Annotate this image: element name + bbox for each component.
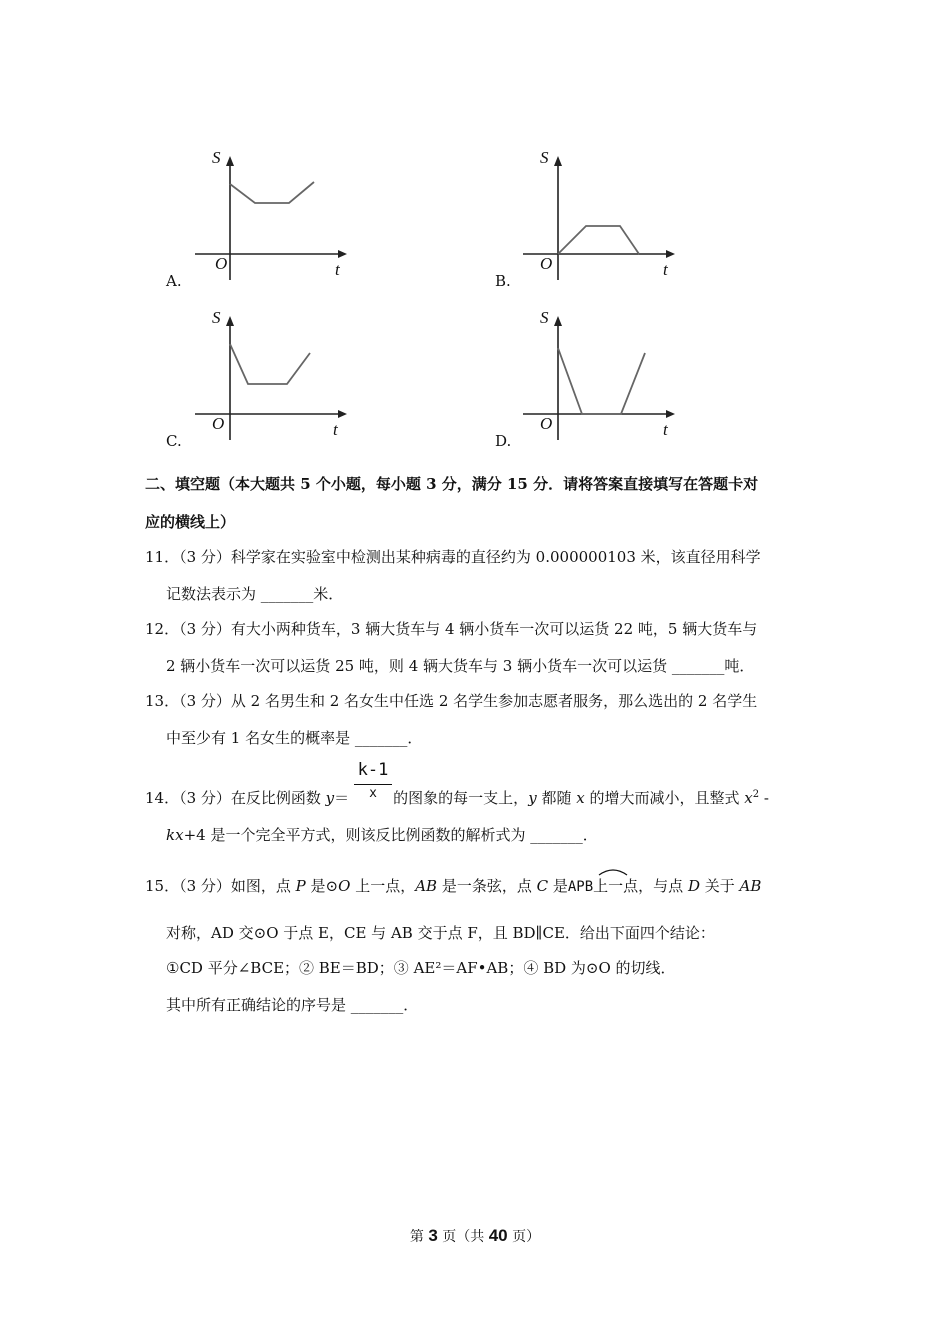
- section-heading-line1: 二、填空题（本大题共 5 个小题，每小题 3 分，满分 15 分．请将答案直接填写在答题卡对: [145, 475, 759, 493]
- q14-line2-rest: +4 是一个完全平方式，则该反比例函数的解析式为 _______．: [183, 826, 598, 844]
- q14-x2: x: [744, 789, 753, 807]
- axis-t-label: t: [663, 420, 668, 439]
- q15-text-c: 上一点，: [350, 877, 416, 895]
- q13-line1: 13．（3 分）从 2 名男生和 2 名女生中任选 2 名学生参加志愿者服务，那么选出的 2 名学生: [145, 692, 758, 710]
- q15-pre: 15．（3 分）如图，点: [145, 877, 296, 895]
- q15-chord-ab: AB: [415, 877, 438, 895]
- axis-s-label: S: [212, 308, 221, 327]
- q15-text-e: 是: [548, 877, 568, 895]
- axis-s-label: S: [540, 308, 549, 327]
- page-footer: [0, 1226, 950, 1246]
- graph-a: [195, 150, 355, 290]
- q14-mid3: 的增大而减小，且整式: [584, 789, 745, 807]
- q14-y2: y: [528, 789, 537, 807]
- q15-chord-ab-2: AB: [739, 877, 762, 895]
- graph-d: [523, 310, 683, 450]
- footer-total-pages: 40: [488, 1226, 508, 1245]
- option-c-label: C.: [166, 432, 182, 450]
- graph-b: [523, 150, 683, 290]
- q15-point-d: D: [687, 877, 700, 895]
- q14-fraction-denominator: x: [369, 786, 377, 801]
- option-a-label: A.: [166, 272, 182, 290]
- q14-fraction-bar: [354, 784, 392, 785]
- q15-text-g: 关于: [699, 877, 740, 895]
- q15-text-d: 是一条弦，点: [437, 877, 537, 895]
- q14-exponent: 2: [752, 789, 760, 800]
- q14-mid: 的图象的每一支上，: [393, 789, 529, 807]
- q14-mid2: 都随: [536, 789, 577, 807]
- q14-line2: [166, 824, 598, 845]
- axis-o-label: O: [212, 414, 225, 433]
- q14-line1: [145, 787, 769, 808]
- q14-eq: ＝: [334, 789, 350, 807]
- footer-page-number: 3: [428, 1226, 438, 1245]
- q15-arc-apb: APB: [567, 879, 594, 895]
- q15-arc-mark: [598, 862, 628, 872]
- q14-dash: -: [759, 789, 769, 807]
- axis-o-label: O: [540, 414, 553, 433]
- q15-line4: 其中所有正确结论的序号是 _______．: [166, 996, 419, 1014]
- q11-line1: 11．（3 分）科学家在实验室中检测出某种病毒的直径约为 0.000000103 米，该直径用科学: [145, 548, 761, 566]
- q14-y: y: [325, 789, 335, 807]
- option-b-label: B.: [495, 272, 511, 290]
- q14-kx: kx: [166, 826, 184, 844]
- q11-line2: 记数法表示为 _______米．: [166, 585, 344, 603]
- footer-post: 页）: [507, 1229, 541, 1245]
- q15-text-f: 上一点，与点: [593, 877, 688, 895]
- q12-line1: 12．（3 分）有大小两种货车，3 辆大货车与 4 辆小货车一次可以运货 22 吨，5 辆大货车与: [145, 620, 758, 638]
- q15-point-c: C: [536, 877, 549, 895]
- q15-line3: ①CD 平分∠BCE；② BE＝BD；③ AE²＝AF•AB；④ BD 为⊙O 的切线．: [166, 959, 676, 977]
- section-heading-line2: 应的横线上）: [145, 513, 236, 531]
- graph-c: [195, 310, 355, 450]
- footer-mid: 页（共: [437, 1229, 489, 1245]
- axis-o-label: O: [215, 254, 228, 273]
- q12-line2: 2 辆小货车一次可以运货 25 吨，则 4 辆大货车与 3 辆小货车一次可以运货 _______吨．: [166, 657, 755, 675]
- q14-pre: 14．（3 分）在反比例函数: [145, 789, 326, 807]
- q14-fraction-numerator: k-1: [357, 760, 389, 780]
- axis-o-label: O: [540, 254, 553, 273]
- q14-x: x: [576, 789, 585, 807]
- q15-circle-o: O: [338, 877, 351, 895]
- option-d-label: D.: [495, 432, 512, 450]
- axis-t-label: t: [333, 420, 338, 439]
- axis-t-label: t: [335, 260, 340, 279]
- q15-text-b: 是⊙: [305, 877, 339, 895]
- q15-point-p: P: [295, 877, 306, 895]
- q13-line2: 中至少有 1 名女生的概率是 _______．: [166, 729, 423, 747]
- axis-s-label: S: [212, 148, 221, 167]
- axis-t-label: t: [663, 260, 668, 279]
- q15-line1: [145, 875, 761, 896]
- axis-s-label: S: [540, 148, 549, 167]
- footer-pre: 第: [409, 1229, 429, 1245]
- q15-line2: 对称，AD 交⊙O 于点 E，CE 与 AB 交于点 F，且 BD∥CE．给出下面四个结论：: [166, 924, 715, 942]
